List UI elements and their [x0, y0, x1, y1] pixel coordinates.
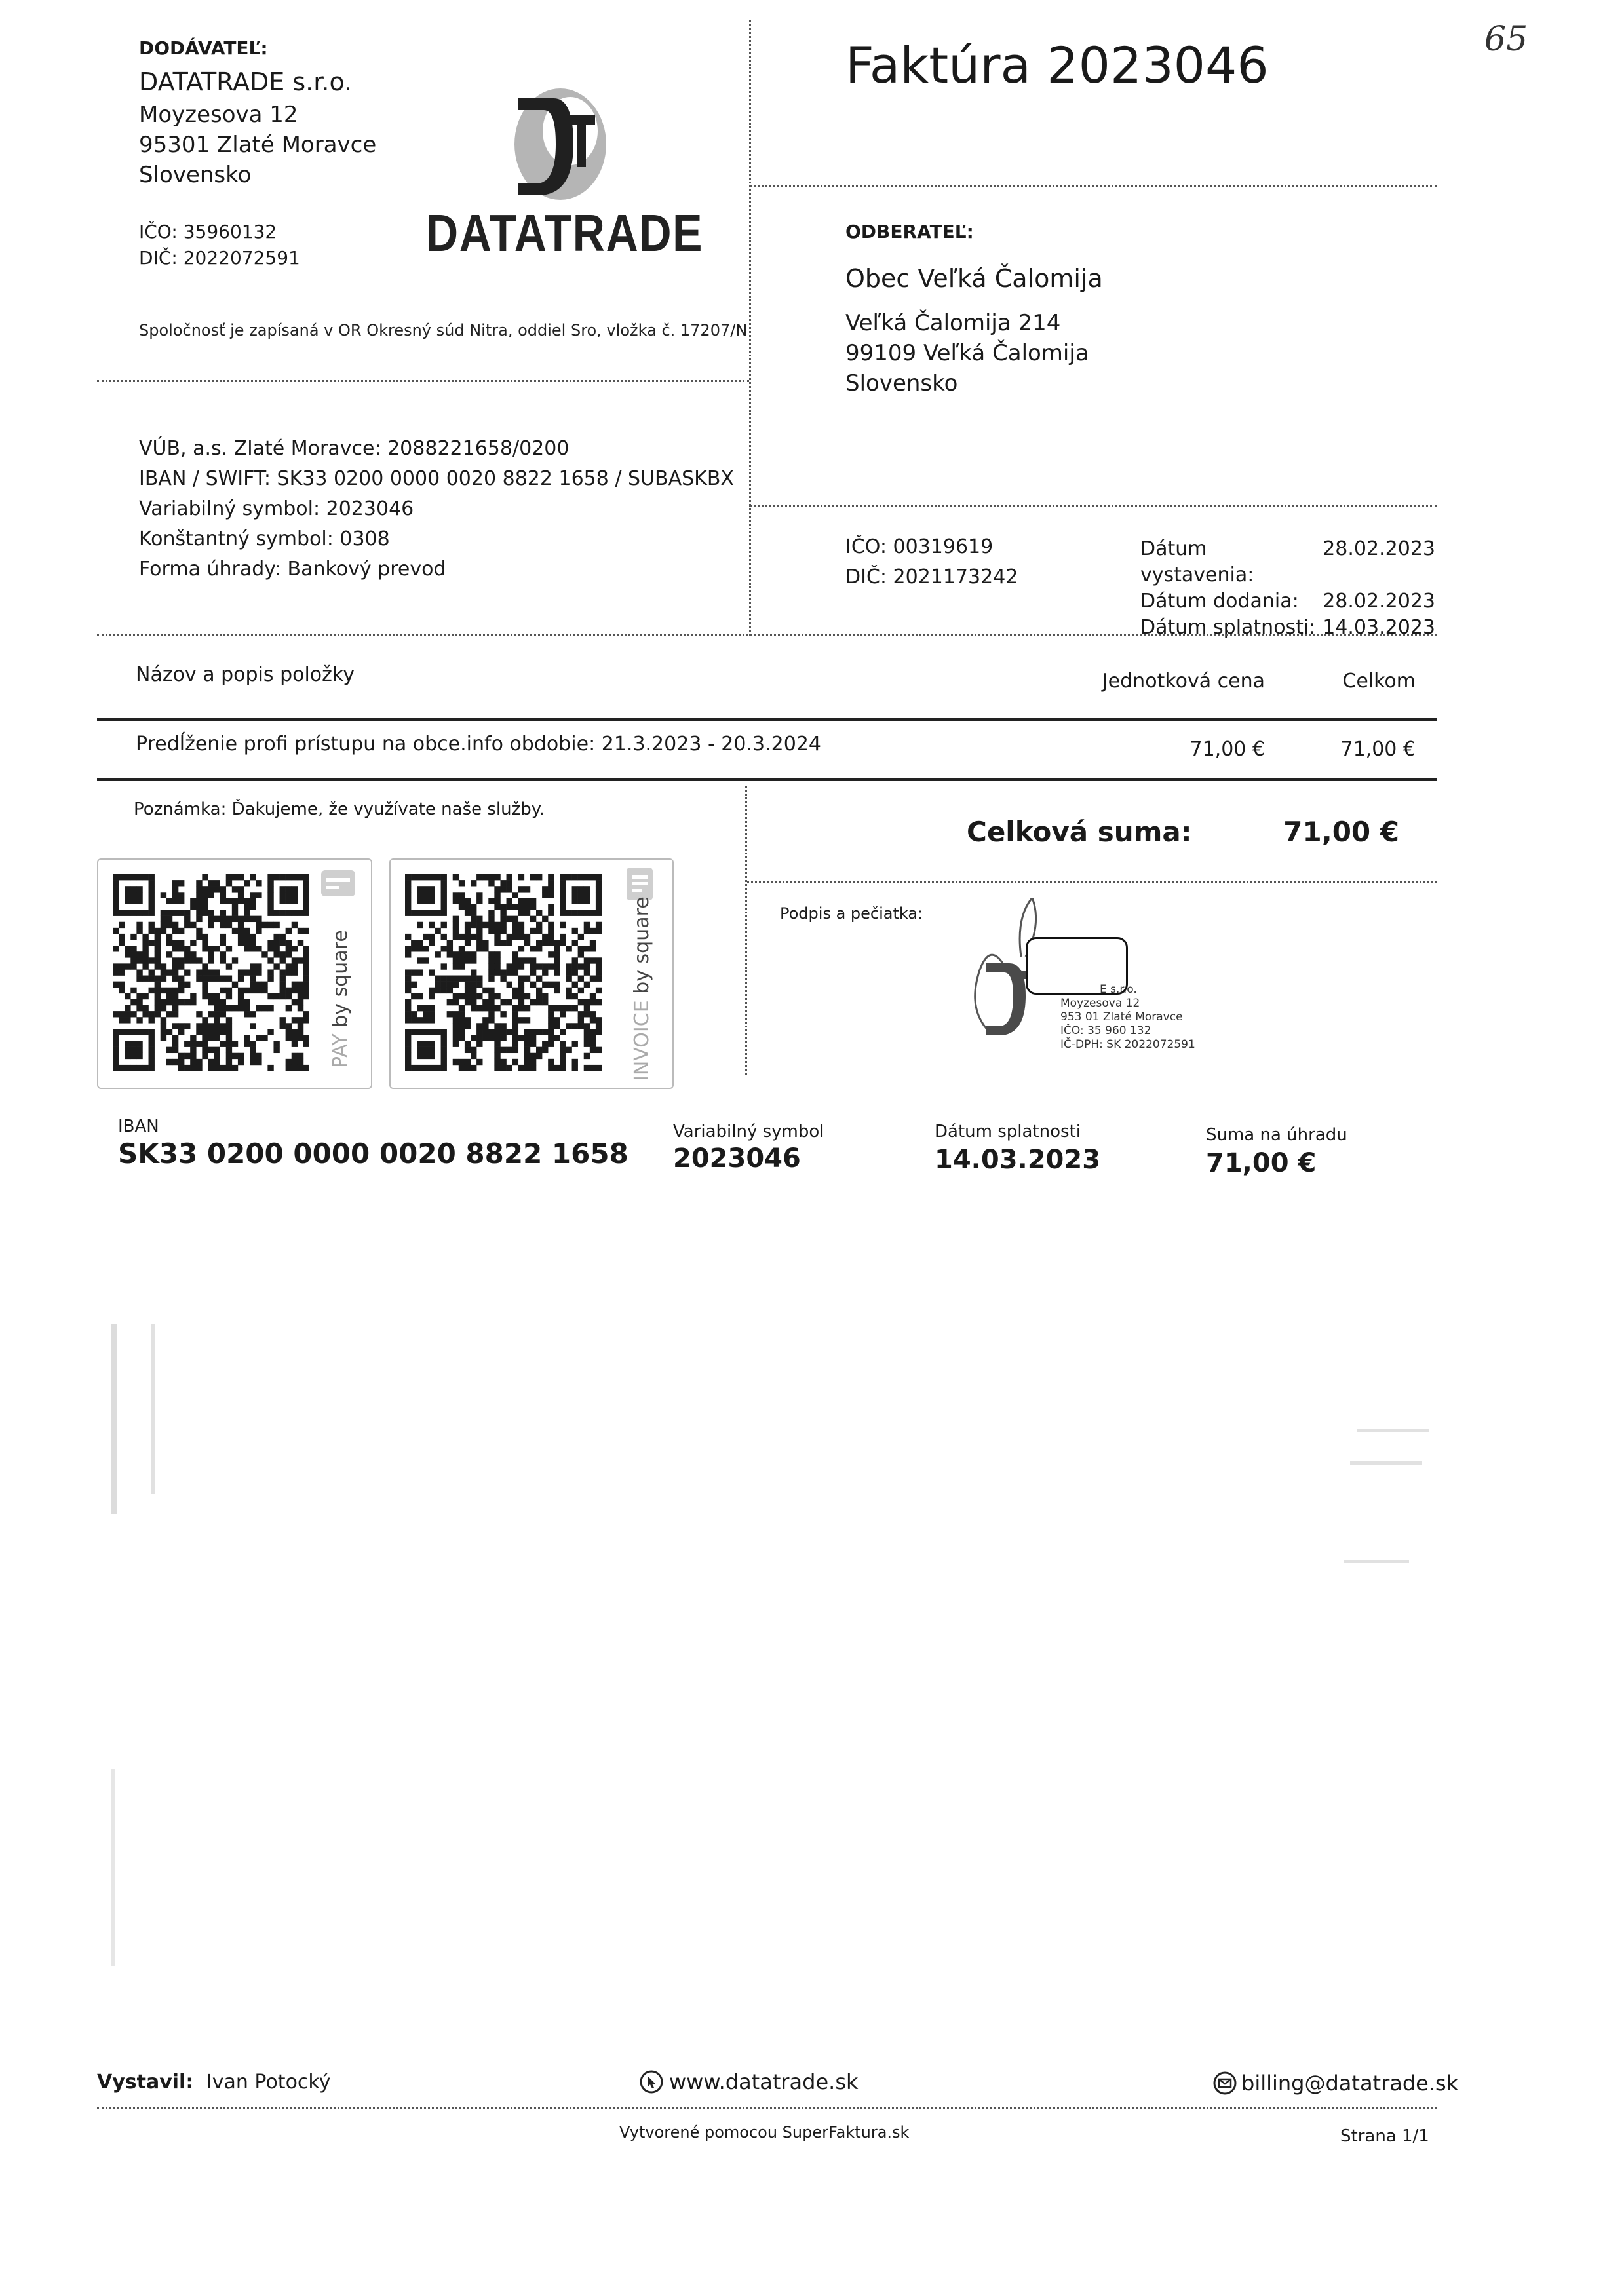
customer-heading: ODBERATEĽ: — [845, 221, 974, 242]
bank-iban-swift: IBAN / SWIFT: SK33 0200 0000 0020 8822 1658 / SUBASKBX — [139, 467, 734, 490]
table-row — [0, 729, 1624, 768]
customer-street: Veľká Čalomija 214 — [845, 310, 1061, 336]
bank-constant-symbol: Konštantný symbol: 0308 — [139, 528, 390, 550]
cursor-circle-icon — [639, 2069, 664, 2094]
stamp-line: Moyzesova 12 — [1060, 997, 1140, 1010]
company-logo — [419, 79, 708, 262]
website-link[interactable]: www.datatrade.sk — [669, 2069, 859, 2094]
invoice-note: Poznámka: Ďakujeme, že využívate naše služby. — [134, 799, 545, 819]
scan-artifact — [1357, 1429, 1429, 1432]
supplier-block — [139, 33, 376, 271]
stamp-text — [1060, 983, 1195, 1052]
summary-amount-value: 71,00 € — [1206, 1148, 1317, 1178]
customer-dic: DIČ: 2021173242 — [845, 566, 1018, 588]
summary-vs-value: 2023046 — [673, 1143, 801, 1174]
divider — [749, 505, 1437, 507]
customer-ico: IČO: 00319619 — [845, 535, 994, 558]
summary-due-value: 14.03.2023 — [935, 1145, 1101, 1175]
logo-mark-icon — [492, 79, 623, 210]
date-row — [1140, 536, 1435, 588]
stamp-line: IČO: 35 960 132 — [1060, 1024, 1151, 1037]
qr-code-icon — [405, 874, 602, 1071]
date-label: Dátum splatnosti: — [1140, 616, 1316, 639]
email-link[interactable]: billing@datatrade.sk — [1241, 2071, 1459, 2096]
signature-label: Podpis a pečiatka: — [780, 904, 923, 923]
footer-website[interactable] — [639, 2069, 859, 2094]
date-row — [1140, 615, 1435, 641]
scan-artifact — [151, 1324, 155, 1494]
summary-due-date — [935, 1121, 1100, 1177]
items-header-description: Názov a popis položky — [136, 663, 355, 686]
pay-card-icon — [321, 870, 355, 896]
date-value: 14.03.2023 — [1323, 616, 1435, 639]
stamp-line: 953 01 Zlaté Moravce — [1060, 1010, 1183, 1024]
summary-iban-label: IBAN — [118, 1117, 159, 1136]
footer-created-with: Vytvorené pomocou SuperFaktura.sk — [619, 2123, 910, 2141]
stamp-line: E s.r.o. — [1100, 983, 1137, 996]
issued-by-label: Vystavil: — [97, 2071, 194, 2094]
customer-city: 99109 Veľká Čalomija — [845, 340, 1089, 366]
pay-by-square-label — [329, 930, 352, 1068]
summary-due-label: Dátum splatnosti — [935, 1122, 1081, 1142]
stamp-line: IČ-DPH: SK 2022072591 — [1060, 1038, 1195, 1051]
issued-by-name: Ivan Potocký — [206, 2071, 331, 2094]
date-label: Dátum dodania: — [1140, 590, 1299, 613]
bank-payment-method: Forma úhrady: Bankový prevod — [139, 558, 446, 581]
supplier-country: Slovensko — [139, 162, 252, 188]
summary-variable-symbol — [673, 1121, 824, 1174]
company-stamp — [963, 898, 1252, 1075]
item-unit-price: 71,00 € — [1189, 738, 1265, 761]
pay-qr-code — [113, 874, 309, 1071]
footer-divider — [97, 2107, 1437, 2109]
invoice-by-square-label — [630, 896, 653, 1081]
footer-page-number: Strana 1/1 — [1340, 2126, 1429, 2146]
date-row — [1140, 588, 1435, 615]
summary-iban — [118, 1115, 628, 1170]
invoice-qr-code — [405, 874, 602, 1071]
date-value: 28.02.2023 — [1323, 590, 1435, 613]
supplier-city: 95301 Zlaté Moravce — [139, 132, 377, 158]
items-header-total: Celkom — [1342, 670, 1416, 693]
scan-artifact — [111, 1769, 115, 1966]
invoice-dates — [1140, 536, 1435, 641]
customer-ids — [845, 532, 1018, 592]
divider — [749, 185, 1437, 187]
logo-wordmark: DATATRADE — [426, 204, 704, 262]
company-registration: Spoločnosť je zapísaná v OR Okresný súd Nitra, oddiel Sro, vložka č. 17207/N — [139, 321, 748, 339]
item-description: Predĺženie profi prístupu na obce.info obdobie: 21.3.2023 - 20.3.2024 — [136, 733, 821, 756]
items-header-rule — [97, 718, 1437, 721]
scan-artifact — [1350, 1461, 1422, 1465]
mail-circle-icon — [1212, 2071, 1237, 2096]
total-value: 71,00 € — [1283, 816, 1399, 848]
pay-by-square-light: PAY — [329, 1033, 352, 1068]
summary-iban-value: SK33 0200 0000 0020 8822 1658 — [118, 1138, 628, 1170]
supplier-heading: DODÁVATEĽ: — [139, 37, 268, 59]
footer-issued-by — [97, 2071, 330, 2094]
customer-block — [845, 216, 1103, 398]
divider — [747, 881, 1437, 883]
bank-info — [139, 434, 734, 585]
date-value: 28.02.2023 — [1323, 537, 1435, 560]
divider — [97, 634, 1437, 636]
item-total: 71,00 € — [1340, 738, 1416, 761]
qr-code-icon — [113, 874, 309, 1071]
invoice-by-square-bold: by square — [630, 896, 653, 994]
bank-variable-symbol: Variabilný symbol: 2023046 — [139, 497, 414, 520]
qr-card-invoice — [389, 858, 674, 1089]
summary-amount — [1206, 1124, 1347, 1180]
scan-artifact — [1344, 1560, 1409, 1563]
supplier-dic: DIČ: 2022072591 — [139, 247, 300, 269]
handwritten-note: 65 — [1484, 20, 1528, 59]
summary-amount-label: Suma na úhradu — [1206, 1125, 1347, 1145]
customer-country: Slovensko — [845, 370, 958, 396]
items-header-unit-price: Jednotková cena — [1102, 670, 1265, 693]
invoice-by-square-light: INVOICE — [630, 1000, 653, 1081]
supplier-ico: IČO: 35960132 — [139, 221, 277, 242]
divider — [97, 380, 749, 382]
invoice-title: Faktúra 2023046 — [845, 36, 1269, 94]
qr-card-pay — [97, 858, 372, 1089]
supplier-street: Moyzesova 12 — [139, 102, 298, 128]
date-label: Dátum vystavenia: — [1140, 537, 1254, 586]
summary-vs-label: Variabilný symbol — [673, 1122, 824, 1142]
items-footer-rule — [97, 778, 1437, 781]
customer-name: Obec Veľká Čalomija — [845, 264, 1103, 293]
header-vertical-divider — [749, 20, 751, 636]
footer-email[interactable] — [1212, 2071, 1458, 2096]
bank-account: VÚB, a.s. Zlaté Moravce: 2088221658/0200 — [139, 437, 570, 460]
total-label: Celková suma: — [967, 816, 1192, 848]
invoice-doc-icon — [627, 868, 653, 900]
supplier-name: DATATRADE s.r.o. — [139, 67, 353, 96]
scan-artifact — [111, 1324, 117, 1514]
lower-vertical-divider — [745, 786, 747, 1075]
pay-by-square-bold: by square — [329, 930, 352, 1027]
